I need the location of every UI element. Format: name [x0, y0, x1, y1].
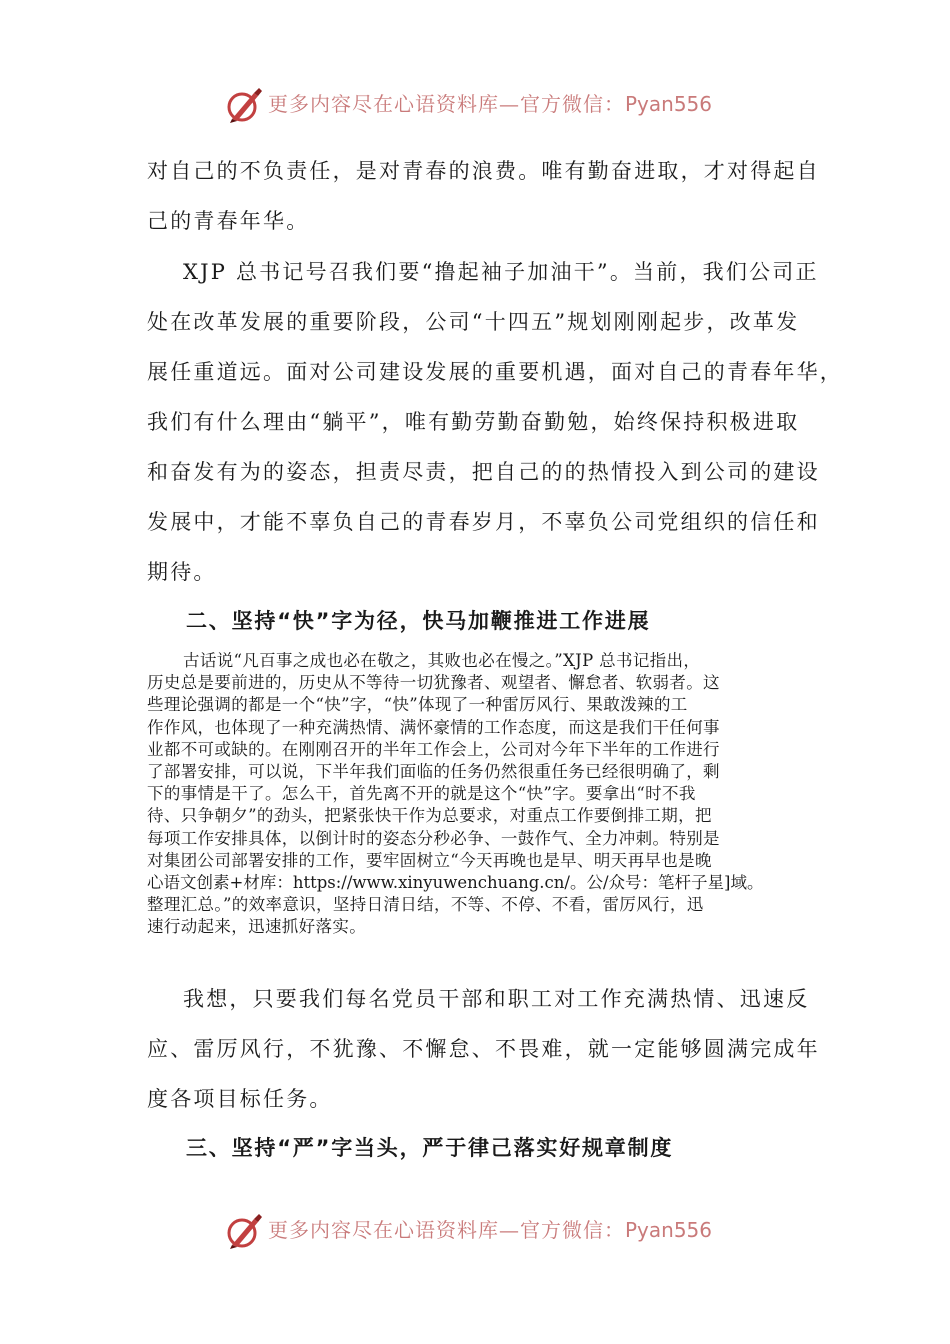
text-line: 我们有什么理由“躺平”，唯有勤劳勤奋勤勉，始终保持积极进取	[147, 410, 800, 434]
text-line: 度各项目标任务。	[147, 1087, 333, 1111]
text-line: 应、雷厉风行，不犹豫、不懈怠、不畏难，就一定能够圆满完成年	[147, 1037, 820, 1061]
banner-wechat-id: Pyan556	[625, 1218, 713, 1242]
text-line: 整理汇总。”的效率意识，坚持日清日结，不等、不停、不看，雷厉风行，迅	[147, 895, 704, 915]
text-line: 期待。	[147, 560, 217, 584]
pen-logo-icon	[224, 1211, 264, 1251]
text-line: 己的青春年华。	[147, 209, 310, 233]
text-line: 古话说“凡百事之成也必在敬之，其败也必在慢之。”XJP 总书记指出，	[183, 651, 701, 670]
text-line: 对自己的不负责任，是对青春的浪费。唯有勤奋进取，才对得起自	[147, 159, 820, 183]
pen-logo-icon	[224, 85, 264, 125]
text-line: 我想，只要我们每名党员干部和职工对工作充满热情、迅速反	[183, 987, 810, 1011]
text-line: 待、只争朝夕”的劲头，把紧张快干作为总要求，对重点工作要倒排工期，把	[147, 806, 712, 826]
paragraph-conclusion	[147, 974, 820, 1124]
text-line: 历史总是要前进的，历史从不等待一切犹豫者、观望者、懈怠者、软弱者。这	[147, 673, 720, 693]
banner-text: 更多内容尽在心语资料库—官方微信：	[268, 92, 625, 116]
banner-text: 更多内容尽在心语资料库—官方微信：	[268, 1218, 625, 1242]
text-line: 作作风，也体现了一种充满热情、满怀豪情的工作态度，而这是我们干任何事	[147, 717, 720, 737]
text-line: 发展中，才能不辜负自己的青春岁月，不辜负公司党组织的信任和	[147, 510, 820, 534]
text-line: 了部署安排，可以说，下半年我们面临的任务仍然很重任务已经很明确了，剩	[147, 761, 720, 781]
text-line: 心语文创素+材库：https://www.xinyuwenchuang.cn/。公/众号：笔杆子星]域。	[147, 872, 764, 892]
footer-watermark-banner	[0, 1209, 950, 1253]
paragraph-xjp-call	[147, 247, 843, 597]
section-heading-2: 二、坚持“快”字为径，快马加鞭推进工作进展	[186, 609, 651, 633]
text-line: XJP 总书记号召我们要“撸起袖子加油干”。当前，我们公司正	[183, 260, 819, 284]
header-watermark-banner	[0, 83, 950, 127]
paragraph-quick-work	[147, 650, 807, 938]
text-line: 对集团公司部署安排的工作，要牢固树立“今天再晚也是早、明天再早也是晚	[147, 850, 712, 870]
text-line: 每项工作安排具体，以倒计时的姿态分秒必争、一鼓作气、全力冲刺。特别是	[147, 828, 720, 848]
text-line: 速行动起来，迅速抓好落实。	[147, 917, 367, 937]
banner-wechat-id: Pyan556	[625, 92, 713, 116]
text-line: 业都不可或缺的。在刚刚召开的半年工作会上，公司对今年下半年的工作进行	[147, 739, 720, 759]
paragraph-continued	[147, 146, 820, 246]
section-heading-3: 三、坚持“严”字当头，严于律己落实好规章制度	[186, 1136, 674, 1160]
text-line: 处在改革发展的重要阶段，公司“十四五”规划刚刚起步，改革发	[147, 310, 800, 334]
text-line: 些理论强调的都是一个“快”字，“快”体现了一种雷厉风行、果敢泼辣的工	[147, 695, 688, 715]
text-line: 和奋发有为的姿态，担责尽责，把自己的的热情投入到公司的建设	[147, 460, 820, 484]
text-line: 展任重道远。面对公司建设发展的重要机遇，面对自己的青春年华，	[147, 360, 843, 384]
text-line: 下的事情是干了。怎么干，首先离不开的就是这个“快”字。要拿出“时不我	[147, 784, 696, 804]
